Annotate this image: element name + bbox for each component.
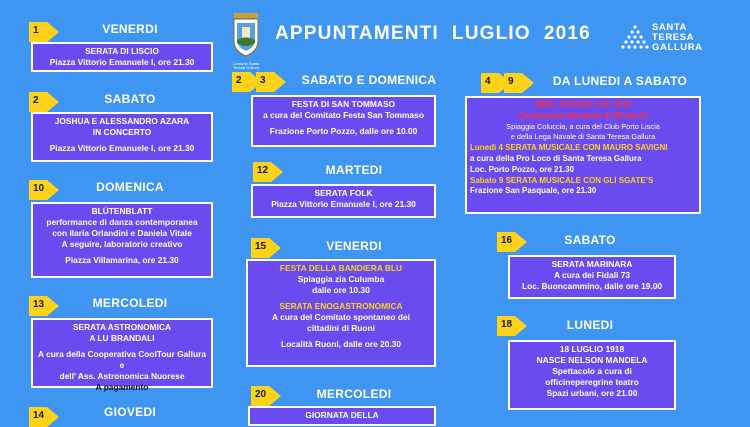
date-badge: 9 <box>504 73 534 93</box>
day-heading: GIOVEDI <box>103 405 157 419</box>
day-heading: SABATO E DOMENICA <box>301 73 437 87</box>
event-card: FESTA DELLA BANDIERA BLU Spiaggia zia Culumba dalle ore 10.30 SERATA ENOGASTRONOMICA A cura del Comitato spontaneo dei cittadini di Ruoni Località Ruoni, dalle ore 20.30 <box>246 259 436 367</box>
date-badge: 10 <box>29 180 59 200</box>
day-heading: VENERDI <box>102 22 158 36</box>
brand-logo <box>620 20 720 58</box>
event-card: 18 LUGLIO 1918 NASCE NELSON MANDELA Spettacolo a cura di officineperegrine teatro Spazi urbani, ore 21.00 <box>508 340 676 410</box>
day-heading: VENERDI <box>326 239 382 253</box>
event-card: JOSHUA E ALESSANDRO AZARA IN CONCERTO Piazza Vittorio Emanuele I, ore 21.30 <box>31 112 213 162</box>
day-heading: SABATO <box>564 233 616 247</box>
date-badge: 14 <box>29 407 59 427</box>
event-card: GIORNATA DELLA <box>248 406 436 426</box>
event-card: SERATA DI LISCIO Piazza Vittorio Emanuele I, ore 21.30 <box>31 42 213 72</box>
event-card: SERATA FOLK Piazza Vittorio Emanuele I, ore 21.30 <box>251 184 436 218</box>
date-badge: 18 <box>497 316 527 336</box>
event-card: FESTA DI SAN TOMMASO a cura del Comitato Festa San Tommaso Frazione Porto Pozzo, dalle ore 10.00 <box>251 95 436 147</box>
dots-triangle-icon <box>620 24 650 52</box>
date-badge: 2 <box>29 92 59 112</box>
brand-line1: SANTA <box>652 22 688 33</box>
date-badge: 15 <box>251 238 281 258</box>
date-badge: 16 <box>497 232 527 252</box>
day-heading: LUNEDI <box>566 318 614 332</box>
brand-line2: TERESA <box>652 32 695 43</box>
day-heading: MERCOLEDI <box>316 387 392 401</box>
page-title: APPUNTAMENTI LUGLIO 2016 <box>275 23 591 44</box>
day-heading: MERCOLEDI <box>92 296 168 310</box>
day-heading: SABATO <box>104 92 156 106</box>
date-badge: 13 <box>29 296 59 316</box>
date-badge: 20 <box>251 386 281 406</box>
date-badge: 3 <box>256 72 286 92</box>
day-heading: DA LUNEDI A SABATO <box>552 74 688 88</box>
crest-caption: Comune Santa Teresa Gallura <box>232 61 260 70</box>
brand-line3: GALLURA <box>652 42 703 53</box>
crest-icon <box>231 13 261 57</box>
date-badge: 1 <box>29 22 59 42</box>
event-card: BLÜTENBLATT performance di danza contemporanea con Ilaria Orlandini e Daniela Vitale A seguire, laboratorio creativo Piazza Villamarina, ore 21.30 <box>31 202 213 278</box>
day-heading: DOMENICA <box>96 180 164 194</box>
date-badge: 2 <box>232 72 262 92</box>
date-badge: 4 <box>481 73 511 93</box>
event-card: SERATA MARINARA A cura dei Fidali 73 Loc. Buoncammino, dalle ore 19.00 <box>508 255 676 299</box>
event-card: WIND TECHNO CUP 2016 Campionato Mondiale di Windsurf Spiaggia Coluccia, a cura del Club Porto Liscia e della Lega Navale di Santa Teresa Gallura Lunedì 4 SERATA MUSICALE CON MAURO SAVIGNI a cura della Pro Loco di Santa Teresa Gallura Loc. Porto Pozzo, ore 21.30 Sabato 9 SERATA MUSICALE CON GLI SGATE’S Frazione San Pasquale, ore 21.30 <box>465 96 701 214</box>
date-badge: 12 <box>253 162 283 182</box>
day-heading: MARTEDI <box>325 163 383 177</box>
event-card: SERATA ASTRONOMICA A LU BRANDALI A cura della Cooperativa CoolTour Gallura e dell’ Ass. Astronomica Nuorese A pagamento <box>31 318 213 388</box>
town-crest <box>231 13 261 70</box>
